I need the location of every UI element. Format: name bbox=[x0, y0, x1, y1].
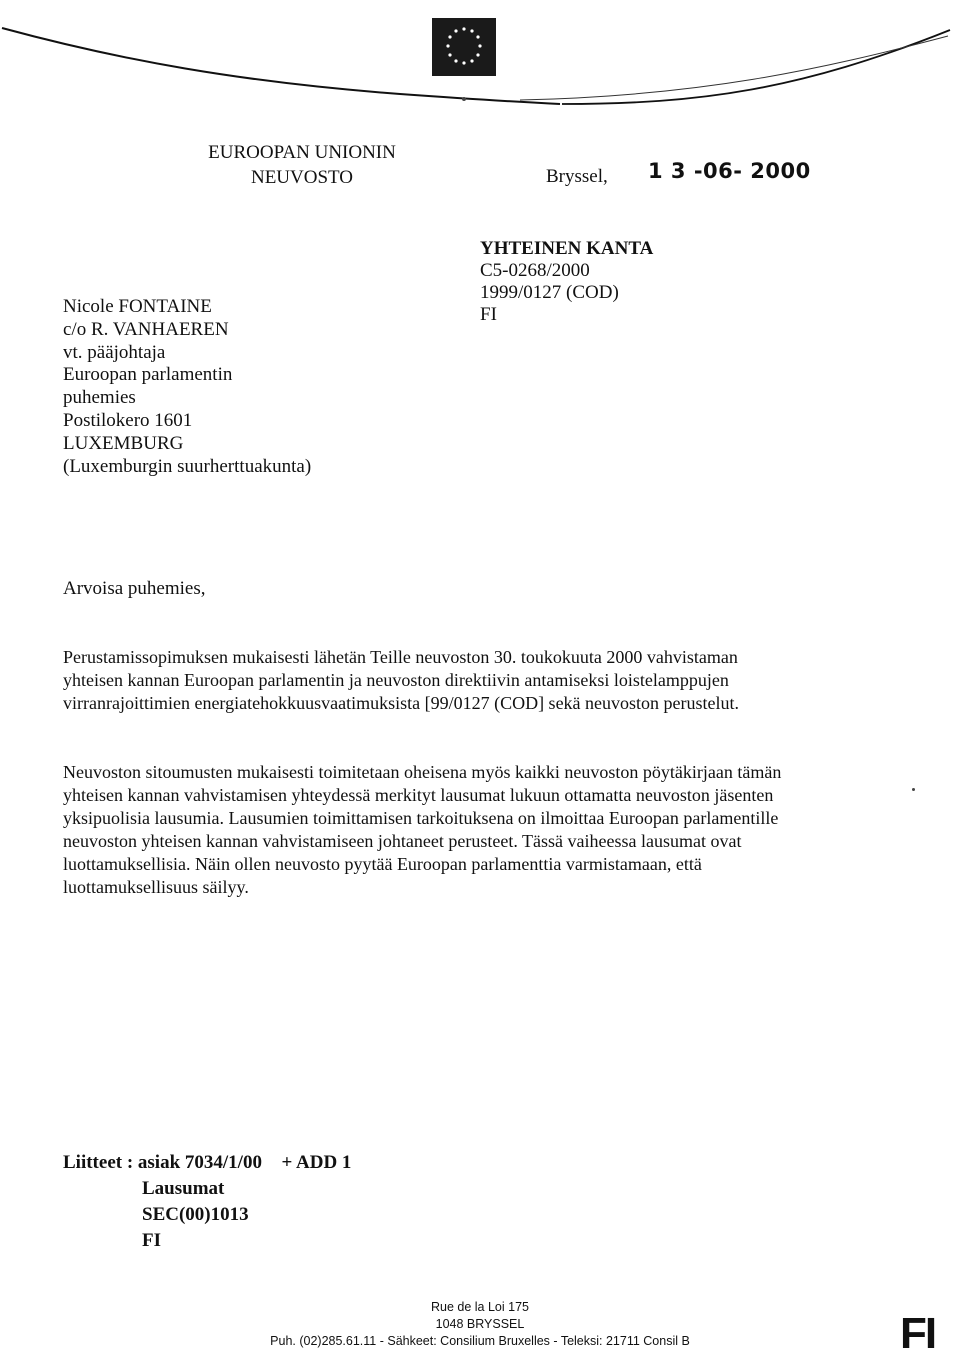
paragraph-line: virranrajoittimien energiatehokkuusvaatimuksista [99/0127 (COD] sekä neuvoston perustelut. bbox=[63, 693, 740, 713]
address-line: puhemies bbox=[63, 387, 136, 409]
address-line: c/o R. VANHAEREN bbox=[63, 318, 229, 340]
paragraph-line: Perustamissopimuksen mukaisesti lähetän Teille neuvoston 30. toukokuuta 2000 vahvistaman bbox=[63, 647, 738, 667]
date-stamp: 1 3 -06- 2000 bbox=[648, 159, 811, 183]
attachment-document: asiak 7034/1/00 bbox=[137, 1152, 262, 1173]
address-line: Postilokero 1601 bbox=[63, 409, 193, 431]
footer-language-code: FI bbox=[900, 1309, 936, 1358]
attachments-label: Liitteet : bbox=[63, 1152, 134, 1173]
eu-flag-icon bbox=[432, 18, 496, 76]
attachment-addendum: + ADD 1 bbox=[281, 1152, 352, 1173]
org-line-1: EUROOPAN UNIONIN bbox=[208, 142, 396, 163]
body-paragraph-2 bbox=[63, 761, 863, 899]
paragraph-line: luottamuksellisuus säilyy. bbox=[63, 877, 249, 897]
org-line-2: NEUVOSTO bbox=[250, 167, 354, 188]
scan-speck bbox=[462, 97, 466, 101]
reference-number: C5-0268/2000 bbox=[480, 260, 590, 281]
attachment-item: Lausumat bbox=[142, 1178, 225, 1199]
address-line: Euroopan parlamentin bbox=[63, 364, 233, 386]
address-line: Nicole FONTAINE bbox=[63, 296, 212, 317]
footer-contact: Puh. (02)285.61.11 - Sähkeet: Consilium Bruxelles - Teleksi: 21711 Consil B bbox=[270, 1334, 690, 1348]
address-line: vt. pääjohtaja bbox=[63, 341, 166, 363]
recipient-address bbox=[63, 296, 311, 478]
scan-speck bbox=[912, 788, 915, 791]
reference-heading: YHTEINEN KANTA bbox=[480, 238, 654, 259]
body-paragraph-1 bbox=[63, 646, 863, 715]
attachment-item: FI bbox=[142, 1230, 161, 1251]
salutation: Arvoisa puhemies, bbox=[63, 578, 206, 599]
address-line: LUXEMBURG bbox=[63, 432, 184, 454]
issuing-organization bbox=[192, 140, 412, 190]
attachments-block bbox=[63, 1150, 351, 1254]
document-reference bbox=[480, 238, 653, 326]
footer-city: 1048 BRYSSEL bbox=[435, 1317, 525, 1331]
paragraph-line: Neuvoston sitoumusten mukaisesti toimitetaan oheisena myös kaikki neuvoston pöytäkirjaan tämän bbox=[63, 762, 782, 782]
paragraph-line: yhteisen kannan Euroopan parlamentin ja neuvoston direktiivin antamiseksi loistelamppujen bbox=[63, 670, 729, 690]
attachment-item: SEC(00)1013 bbox=[142, 1204, 249, 1225]
paragraph-line: luottamuksellisia. Näin ollen neuvosto pyytää Euroopan parlamenttia varmistamaan, että bbox=[63, 854, 702, 874]
procedure-number: 1999/0127 (COD) bbox=[480, 282, 619, 303]
paragraph-line: neuvoston yhteisen kannan vahvistamiseen johtaneet perusteet. Tässä vaiheessa lausumat ovat bbox=[63, 831, 742, 851]
paragraph-line: yhteisen kannan vahvistamisen yhteydessä merkityt lausumat lukuun ottamatta neuvoston jäsenten bbox=[63, 785, 774, 805]
place-label: Bryssel, bbox=[546, 166, 608, 187]
reference-language: FI bbox=[480, 304, 497, 325]
footer-street: Rue de la Loi 175 bbox=[431, 1300, 529, 1314]
footer-address bbox=[240, 1299, 720, 1350]
address-line: (Luxemburgin suurherttuakunta) bbox=[63, 455, 312, 477]
paragraph-line: yksipuolisia lausumia. Lausumien toimittamisen tarkoituksena on ilmoittaa Euroopan parlamentille bbox=[63, 808, 779, 828]
